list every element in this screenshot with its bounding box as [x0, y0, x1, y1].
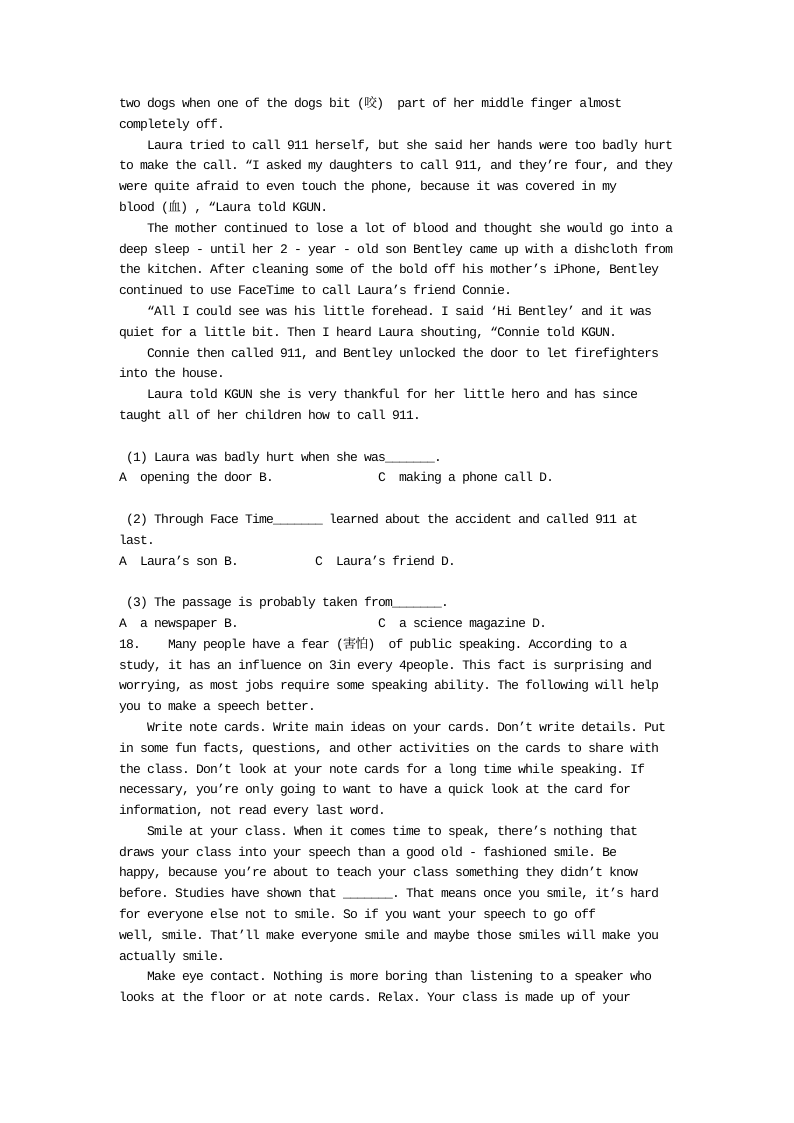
text-line: worrying, as most jobs require some speaking ability. The following will help	[119, 678, 659, 694]
text-line: (3) The passage is probably taken from_______.	[119, 595, 449, 611]
text-line: you to make a speech better.	[119, 699, 316, 715]
text-line: two dogs when one of the dogs bit (咬) part of her middle finger almost	[119, 96, 622, 111]
text-line: A Laura’s son B. C Laura’s friend D.	[119, 553, 456, 569]
text-line: (1) Laura was badly hurt when she was_______.	[119, 449, 442, 465]
text-line: continued to use FaceTime to call Laura’s friend Connie.	[119, 283, 512, 299]
text-line: A opening the door B. C making a phone call D.	[119, 470, 554, 486]
text-line: deep sleep - until her 2 - year - old son Bentley came up with a dishcloth from	[119, 241, 673, 257]
text-line: blood (血) , “Laura told KGUN.	[119, 199, 328, 215]
text-line: the kitchen. After cleaning some of the bold off his mother’s iPhone, Bentley	[119, 262, 659, 278]
blank-line	[119, 572, 699, 593]
text-line: study, it has an influence on 3in every 4people. This fact is surprising and	[119, 657, 652, 673]
text-line: in some fun facts, questions, and other activities on the cards to share with	[119, 740, 659, 756]
text-line: happy, because you’re about to teach your class something they didn’t know	[119, 865, 638, 881]
text-line: Laura tried to call 911 herself, but she said her hands were too badly hurt	[119, 137, 673, 153]
text-line: completely off.	[119, 116, 225, 132]
text-line: last.	[119, 532, 155, 548]
text-line: draws your class into your speech than a good old - fashioned smile. Be	[119, 844, 617, 860]
text-line: actually smile.	[119, 948, 225, 964]
text-line: necessary, you’re only going to want to have a quick look at the card for	[119, 782, 631, 798]
text-line: for everyone else not to smile. So if you want your speech to go off	[119, 907, 596, 923]
text-line: the class. Don’t look at your note cards for a long time while speaking. If	[119, 761, 645, 777]
blank-line	[119, 489, 699, 510]
text-line: Connie then called 911, and Bentley unlocked the door to let firefighters	[119, 345, 659, 361]
text-line: 18. Many people have a fear (害怕) of public speaking. According to a	[119, 636, 627, 652]
text-line: were quite afraid to even touch the phone, because it was covered in my	[119, 179, 617, 195]
text-line: to make the call. “I asked my daughters to call 911, and they’re four, and they	[119, 158, 673, 174]
text-line: Write note cards. Write main ideas on your cards. Don’t write details. Put	[119, 719, 666, 735]
text-line: quiet for a little bit. Then I heard Laura shouting, “Connie told KGUN.	[119, 324, 617, 340]
text-line: Make eye contact. Nothing is more boring than listening to a speaker who	[119, 969, 652, 985]
text-line: into the house.	[119, 366, 225, 382]
text-line: well, smile. That’ll make everyone smile and maybe those smiles will make you	[119, 927, 659, 943]
text-line: before. Studies have shown that _______. That means once you smile, it’s hard	[119, 886, 659, 902]
text-line: taught all of her children how to call 911.	[119, 407, 421, 423]
text-line: A a newspaper B. C a science magazine D.	[119, 615, 547, 631]
text-line: “All I could see was his little forehead. I said ‘Hi Bentley’ and it was	[119, 303, 652, 319]
text-line: Laura told KGUN she is very thankful for her little hero and has since	[119, 387, 638, 403]
text-line: The mother continued to lose a lot of blood and thought she would go into a	[119, 220, 673, 236]
text-line: (2) Through Face Time_______ learned about the accident and called 911 at	[119, 511, 638, 527]
text-line: information, not read every last word.	[119, 803, 386, 819]
text-line: Smile at your class. When it comes time to speak, there’s nothing that	[119, 823, 638, 839]
blank-line	[119, 427, 699, 448]
text-line: looks at the floor or at note cards. Relax. Your class is made up of your	[119, 990, 631, 1006]
document-text	[119, 94, 699, 1009]
